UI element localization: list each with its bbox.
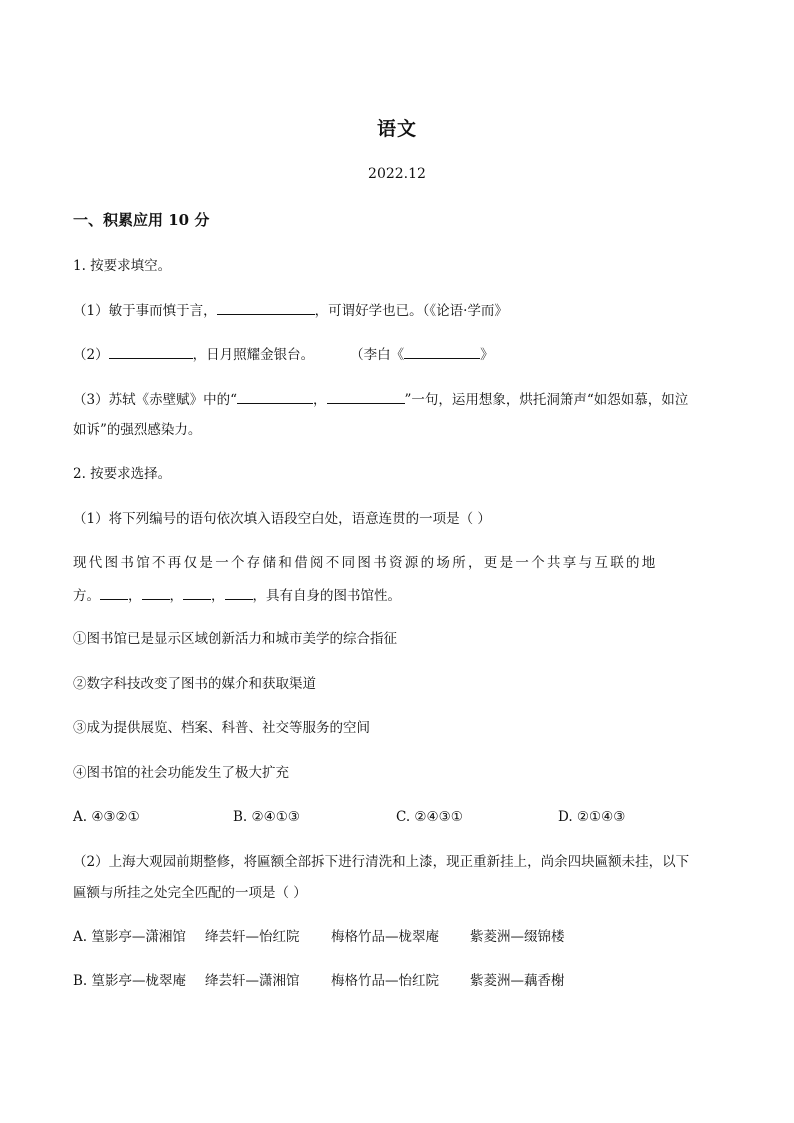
fill-blank[interactable] <box>142 585 170 600</box>
option-d[interactable]: D. ②①④③ <box>558 809 626 825</box>
text-fragment: ，具有自身的图书馆性。 <box>252 588 401 604</box>
text-fragment: ， <box>169 588 183 604</box>
option-a-pair: A. 篁影亭—潇湘馆 <box>73 929 186 945</box>
question-2-stem: 2. 按要求选择。 <box>73 466 172 482</box>
fill-blank[interactable] <box>327 389 405 404</box>
text-fragment: （1）敏于事而慎于言， <box>73 303 217 319</box>
text-fragment: ，日月照耀金银台。 <box>192 347 315 363</box>
text-fragment: 方。 <box>73 588 100 604</box>
text-fragment: ，可谓好学也已。（《论语·学而》 <box>314 303 508 319</box>
fill-blank[interactable] <box>237 389 313 404</box>
option-b[interactable]: B. ②④①③ <box>233 809 300 825</box>
page-title: 语文 <box>376 118 417 140</box>
question-2-part1-stem: （1）将下列编号的语句依次填入语段空白处，语意连贯的一项是（ ） <box>73 511 491 527</box>
question-1-stem: 1. 按要求填空。 <box>73 258 172 274</box>
text-fragment: （2） <box>73 347 109 363</box>
text-fragment: ， <box>128 588 142 604</box>
option-a-pair: 梅格竹品—栊翠庵 <box>331 929 439 945</box>
text-fragment: （李白《 <box>350 347 405 363</box>
passage-line-2 <box>73 585 401 606</box>
question-2-part2-stem: （2）上海大观园前期整修，将匾额全部拆下进行清洗和上漆，现正重新挂上，尚余四块匾额未挂，以下 <box>73 854 690 870</box>
section-heading: 一、积累应用 10 分 <box>73 211 210 229</box>
option-c[interactable]: C. ②④③① <box>396 809 463 825</box>
passage-line-1: 现代图书馆不再仅是一个存储和借阅不同图书资源的场所，更是一个共享与互联的地 <box>73 555 658 571</box>
list-item: ①图书馆已是显示区域创新活力和城市美学的综合指征 <box>73 631 397 647</box>
fill-blank[interactable] <box>109 344 193 359</box>
option-b-pair: B. 篁影亭—栊翠庵 <box>73 973 187 989</box>
text-fragment: ， <box>313 392 327 408</box>
option-b-pair: 绛芸轩—潇湘馆 <box>205 973 300 989</box>
question-1-sub1 <box>73 300 508 321</box>
text-fragment: ， <box>211 588 225 604</box>
fill-blank[interactable] <box>100 585 128 600</box>
text-fragment: ”一句，运用想象，烘托洞箫声“如怨如慕，如泣 <box>404 392 689 408</box>
fill-blank[interactable] <box>217 300 315 315</box>
option-a[interactable]: A. ④③②① <box>73 809 140 825</box>
text-fragment: 》 <box>480 347 494 363</box>
list-item: ③成为提供展览、档案、科普、社交等服务的空间 <box>73 720 370 736</box>
fill-blank[interactable] <box>225 585 253 600</box>
option-a-pair: 绛芸轩—怡红院 <box>205 929 300 945</box>
list-item: ④图书馆的社会功能发生了极大扩充 <box>73 765 289 781</box>
option-b-pair: 梅格竹品—怡红院 <box>331 973 439 989</box>
exam-date: 2022.12 <box>368 166 426 182</box>
list-item: ②数字科技改变了图书的媒介和获取渠道 <box>73 676 316 692</box>
option-b-pair: 紫菱洲—藕香榭 <box>470 973 565 989</box>
question-1-sub3 <box>73 389 688 410</box>
text-fragment: （3）苏轼《赤壁赋》中的“ <box>73 392 237 408</box>
fill-blank[interactable] <box>404 344 480 359</box>
question-1-sub3-cont: 如诉”的强烈感染力。 <box>73 422 202 438</box>
question-2-part2-stem-cont: 匾额与所挂之处完全匹配的一项是（ ） <box>73 885 307 901</box>
option-a-pair: 紫菱洲—缀锦楼 <box>470 929 565 945</box>
fill-blank[interactable] <box>183 585 211 600</box>
question-1-sub2 <box>73 344 494 365</box>
